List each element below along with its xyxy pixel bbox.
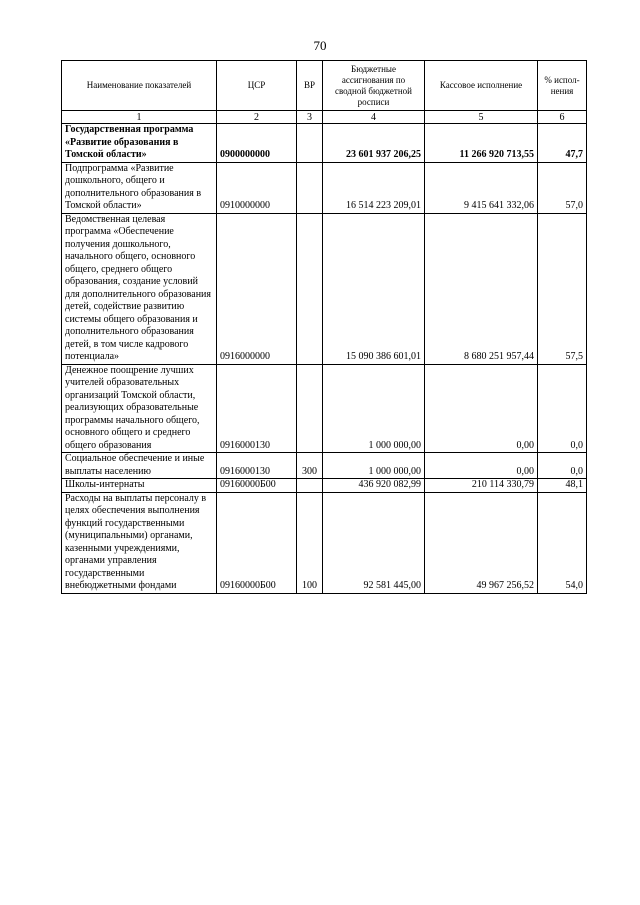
- row-vr: [297, 213, 323, 364]
- column-number: 3: [297, 111, 323, 124]
- table-row: [62, 364, 587, 453]
- budget-execution-table: [61, 60, 587, 594]
- row-name: Подпрограмма «Развитие дошкольного, общего и дополнительного образования в Томской области»: [62, 162, 217, 213]
- row-budget: 436 920 082,99: [323, 479, 425, 493]
- row-name: Денежное поощрение лучших учителей образовательных организаций Томской области, реализующих образовательные программы начального общего, основного общего и среднего общего образования: [62, 364, 217, 453]
- header-name: Наименование показателей: [62, 61, 217, 111]
- header-cash: Кассовое исполнение: [425, 61, 538, 111]
- row-budget: 16 514 223 209,01: [323, 162, 425, 213]
- row-pct: 48,1: [538, 479, 587, 493]
- row-cash: 8 680 251 957,44: [425, 213, 538, 364]
- row-budget: 1 000 000,00: [323, 453, 425, 479]
- row-csr: 0916000000: [217, 213, 297, 364]
- column-number: 1: [62, 111, 217, 124]
- row-name: Ведомственная целевая программа «Обеспечение получения дошкольного, начального общего, основного общего, среднего общего образования, создание условий для дополнительного образования детей, содействие развитию системы общего образования и дополнительного образования детей, в том числе кадрового потенциала»: [62, 213, 217, 364]
- row-csr: 09160000Б00: [217, 492, 297, 593]
- row-pct: 0,0: [538, 364, 587, 453]
- table-row: [62, 492, 587, 593]
- row-csr: 0900000000: [217, 124, 297, 163]
- column-number: 5: [425, 111, 538, 124]
- header-pct-text: % испол-нения: [544, 74, 580, 96]
- row-cash: 0,00: [425, 453, 538, 479]
- row-vr: 300: [297, 453, 323, 479]
- row-name: Школы-интернаты: [62, 479, 217, 493]
- header-budget: Бюджетные ассигнования по сводной бюджетной росписи: [323, 61, 425, 111]
- row-vr: [297, 479, 323, 493]
- row-name: Расходы на выплаты персоналу в целях обеспечения выполнения функций государственными (муниципальными) органами, казенными учреждениями, органами управления государственными внебюджетными фондами: [62, 492, 217, 593]
- row-cash: 210 114 330,79: [425, 479, 538, 493]
- header-row: [62, 61, 587, 111]
- row-pct: 47,7: [538, 124, 587, 163]
- row-csr: 09160000Б00: [217, 479, 297, 493]
- header-csr: ЦСР: [217, 61, 297, 111]
- column-number-row: [62, 111, 587, 124]
- row-csr: 0916000130: [217, 364, 297, 453]
- row-cash: 9 415 641 332,06: [425, 162, 538, 213]
- column-number: 4: [323, 111, 425, 124]
- row-pct: 0,0: [538, 453, 587, 479]
- row-pct: 57,5: [538, 213, 587, 364]
- row-budget: 23 601 937 206,25: [323, 124, 425, 163]
- row-budget: 1 000 000,00: [323, 364, 425, 453]
- row-cash: 0,00: [425, 364, 538, 453]
- header-vr: ВР: [297, 61, 323, 111]
- row-name: Государственная программа «Развитие образования в Томской области»: [62, 124, 217, 163]
- row-vr: 100: [297, 492, 323, 593]
- row-cash: 49 967 256,52: [425, 492, 538, 593]
- column-number: 6: [538, 111, 587, 124]
- row-budget: 92 581 445,00: [323, 492, 425, 593]
- table-row: [62, 124, 587, 163]
- row-vr: [297, 162, 323, 213]
- table-row: [62, 162, 587, 213]
- table-row: [62, 453, 587, 479]
- row-vr: [297, 364, 323, 453]
- table-row: [62, 479, 587, 493]
- row-pct: 57,0: [538, 162, 587, 213]
- row-csr: 0910000000: [217, 162, 297, 213]
- row-pct: 54,0: [538, 492, 587, 593]
- row-vr: [297, 124, 323, 163]
- row-budget: 15 090 386 601,01: [323, 213, 425, 364]
- table-row: [62, 213, 587, 364]
- column-number: 2: [217, 111, 297, 124]
- row-cash: 11 266 920 713,55: [425, 124, 538, 163]
- row-csr: 0916000130: [217, 453, 297, 479]
- header-pct: [538, 61, 587, 111]
- page-number: 70: [313, 38, 327, 53]
- row-name: Социальное обеспечение и иные выплаты населению: [62, 453, 217, 479]
